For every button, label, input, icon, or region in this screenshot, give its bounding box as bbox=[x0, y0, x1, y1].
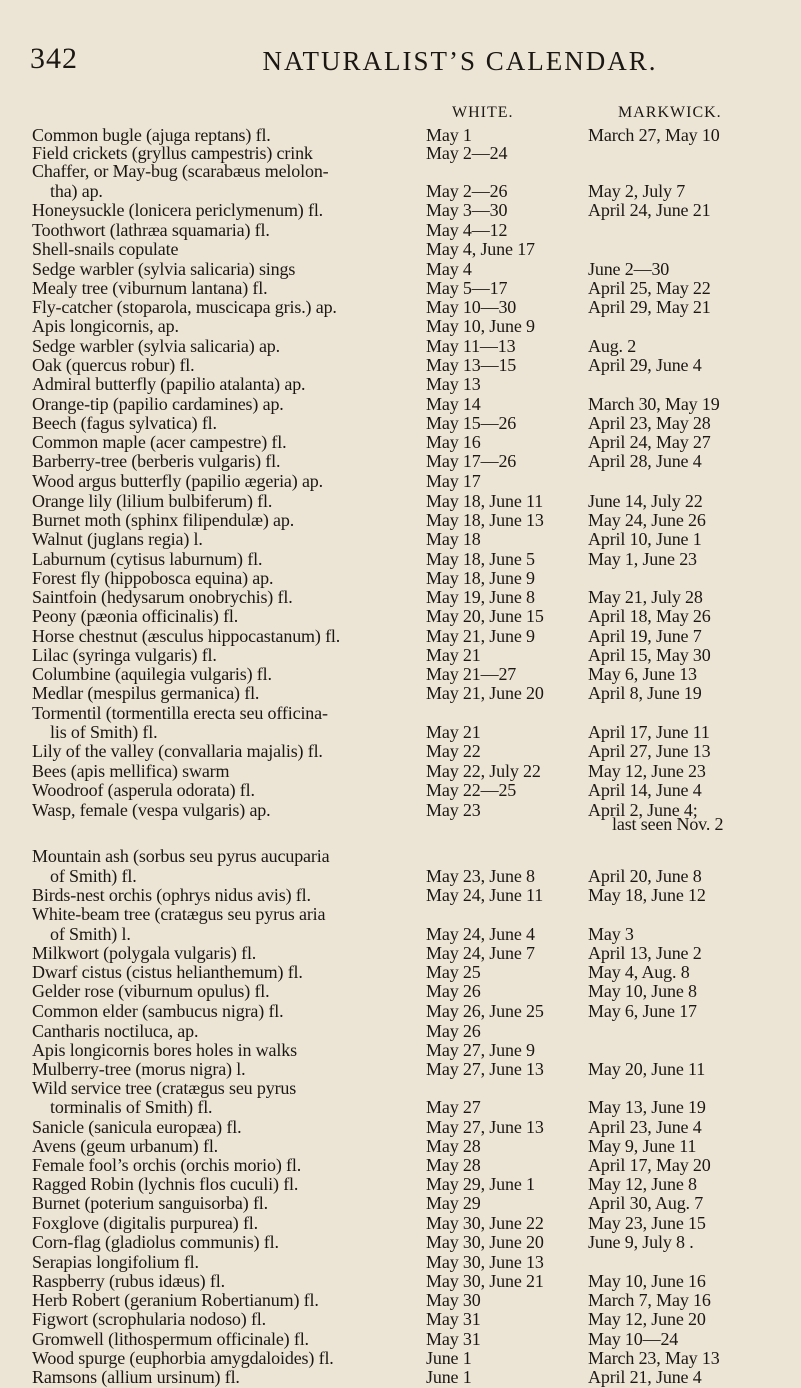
white-date: May 24, June 7 bbox=[426, 943, 535, 963]
calendar-row bbox=[0, 903, 801, 925]
species-entry: Wood argus butterfly (papilio ægeria) ap. bbox=[32, 471, 323, 491]
markwick-date: April 19, June 7 bbox=[588, 626, 702, 646]
species-entry: torminalis of Smith) fl. bbox=[50, 1097, 213, 1117]
species-entry: Female fool’s orchis (orchis morio) fl. bbox=[32, 1155, 302, 1175]
species-entry: Forest fly (hippobosca equina) ap. bbox=[32, 568, 274, 588]
calendar-row bbox=[0, 470, 801, 492]
species-entry: Common elder (sambucus nigra) fl. bbox=[32, 1001, 284, 1021]
white-date: May 4, June 17 bbox=[426, 239, 535, 259]
white-date: May 28 bbox=[426, 1136, 481, 1156]
white-date: May 18, June 11 bbox=[426, 491, 544, 511]
markwick-date: May 20, June 11 bbox=[588, 1059, 706, 1079]
page-number: 342 bbox=[30, 42, 78, 75]
calendar-row bbox=[0, 980, 801, 1002]
species-entry: Columbine (aquilegia vulgaris) fl. bbox=[32, 664, 272, 684]
species-entry: Field crickets (gryllus campestris) crink bbox=[32, 143, 313, 163]
white-date: May 21, June 9 bbox=[426, 626, 535, 646]
species-entry: Beech (fagus sylvatica) fl. bbox=[32, 413, 217, 433]
calendar-row bbox=[0, 1366, 801, 1388]
calendar-row bbox=[0, 315, 801, 337]
markwick-date: Aug. 2 bbox=[588, 336, 637, 356]
markwick-date: March 30, May 19 bbox=[588, 394, 720, 414]
white-date: May 13 bbox=[426, 374, 481, 394]
markwick-date: April 14, June 4 bbox=[588, 780, 702, 800]
species-entry: Sanicle (sanicula europæa) fl. bbox=[32, 1117, 242, 1137]
white-date: May 16 bbox=[426, 432, 481, 452]
species-entry: White-beam tree (cratægus seu pyrus aria bbox=[32, 904, 326, 924]
white-date: May 10—30 bbox=[426, 297, 517, 317]
calendar-row bbox=[0, 199, 801, 221]
species-entry: Chaffer, or May-bug (scarabæus melolon- bbox=[32, 161, 329, 181]
column-header-markwick: MARKWICK. bbox=[618, 104, 722, 121]
running-head: NATURALIST’S CALENDAR. bbox=[262, 46, 658, 76]
species-entry: Birds-nest orchis (ophrys nidus avis) fl. bbox=[32, 885, 311, 905]
calendar-row bbox=[0, 373, 801, 395]
markwick-date: April 24, May 27 bbox=[588, 432, 711, 452]
markwick-date: March 23, May 13 bbox=[588, 1348, 720, 1368]
white-date: May 10, June 9 bbox=[426, 316, 535, 336]
species-entry: Sedge warbler (sylvia salicaria) sings bbox=[32, 259, 296, 279]
species-entry: Common bugle (ajuga reptans) fl. bbox=[32, 125, 271, 145]
white-date: May 15—26 bbox=[426, 413, 517, 433]
species-entry: Fly-catcher (stoparola, muscicapa gris.) ap. bbox=[32, 297, 337, 317]
markwick-date: June 9, July 8 . bbox=[588, 1232, 694, 1252]
markwick-date: May 23, June 15 bbox=[588, 1213, 706, 1233]
markwick-date: May 12, June 23 bbox=[588, 761, 706, 781]
markwick-date: May 10, June 8 bbox=[588, 981, 697, 1001]
species-entry: Medlar (mespilus germanica) fl. bbox=[32, 683, 260, 703]
markwick-date: April 17, June 11 bbox=[588, 722, 710, 742]
white-date: May 27 bbox=[426, 1097, 481, 1117]
white-date: May 17—26 bbox=[426, 451, 517, 471]
white-date: May 22—25 bbox=[426, 780, 517, 800]
markwick-date: May 24, June 26 bbox=[588, 510, 706, 530]
white-date: May 25 bbox=[426, 962, 481, 982]
markwick-date: April 29, May 21 bbox=[588, 297, 711, 317]
species-entry: Milkwort (polygala vulgaris) fl. bbox=[32, 943, 257, 963]
calendar-row bbox=[0, 1096, 801, 1118]
species-entry: Wood spurge (euphorbia amygdaloides) fl. bbox=[32, 1348, 334, 1368]
species-entry: Lily of the valley (convallaria majalis) fl. bbox=[32, 741, 323, 761]
page-header bbox=[0, 0, 801, 80]
white-date: May 26 bbox=[426, 981, 481, 1001]
markwick-date: March 7, May 16 bbox=[588, 1290, 711, 1310]
markwick-date: May 2, July 7 bbox=[588, 181, 686, 201]
species-entry: lis of Smith) fl. bbox=[50, 722, 158, 742]
white-date: May 22, July 22 bbox=[426, 761, 541, 781]
species-entry: Saintfoin (hedysarum onobrychis) fl. bbox=[32, 587, 293, 607]
calendar-row bbox=[0, 528, 801, 550]
white-date: May 31 bbox=[426, 1309, 481, 1329]
markwick-date: May 6, June 13 bbox=[588, 664, 697, 684]
white-date: May 29 bbox=[426, 1193, 481, 1213]
species-entry: Burnet (poterium sanguisorba) fl. bbox=[32, 1193, 268, 1213]
white-date: May 29, June 1 bbox=[426, 1174, 535, 1194]
white-date: May 21 bbox=[426, 645, 481, 665]
species-entry: Apis longicornis bores holes in walks bbox=[32, 1040, 297, 1060]
species-entry: of Smith) fl. bbox=[50, 866, 137, 886]
white-date: May 2—26 bbox=[426, 181, 508, 201]
white-date: May 21, June 20 bbox=[426, 683, 544, 703]
white-date: May 18, June 9 bbox=[426, 568, 535, 588]
white-date: May 4 bbox=[426, 259, 472, 279]
species-entry: Mealy tree (viburnum lantana) fl. bbox=[32, 278, 268, 298]
white-date: May 24, June 11 bbox=[426, 885, 544, 905]
white-date: May 26, June 25 bbox=[426, 1001, 544, 1021]
markwick-date: April 25, May 22 bbox=[588, 278, 711, 298]
markwick-date: last seen Nov. 2 bbox=[612, 814, 724, 834]
markwick-date: April 13, June 2 bbox=[588, 943, 702, 963]
white-date: May 23, June 8 bbox=[426, 866, 535, 886]
species-entry: Oak (quercus robur) fl. bbox=[32, 355, 195, 375]
white-date: May 13—15 bbox=[426, 355, 517, 375]
species-entry: Barberry-tree (berberis vulgaris) fl. bbox=[32, 451, 281, 471]
calendar-row bbox=[0, 1192, 801, 1214]
species-entry: Orange lily (lilium bulbiferum) fl. bbox=[32, 491, 273, 511]
species-entry: Woodroof (asperula odorata) fl. bbox=[32, 780, 255, 800]
markwick-date: June 2—30 bbox=[588, 259, 670, 279]
calendar-row bbox=[0, 740, 801, 762]
species-entry: Raspberry (rubus idæus) fl. bbox=[32, 1271, 225, 1291]
markwick-date: April 23, June 4 bbox=[588, 1117, 702, 1137]
species-entry: Avens (geum urbanum) fl. bbox=[32, 1136, 219, 1156]
calendar-row bbox=[0, 238, 801, 260]
species-entry: Apis longicornis, ap. bbox=[32, 316, 179, 336]
species-entry: Toothwort (lathræa squamaria) fl. bbox=[32, 220, 270, 240]
white-date: May 11—13 bbox=[426, 336, 516, 356]
white-date: May 30 bbox=[426, 1290, 481, 1310]
species-entry: Laburnum (cytisus laburnum) fl. bbox=[32, 549, 263, 569]
species-entry: Walnut (juglans regia) l. bbox=[32, 529, 203, 549]
markwick-date: April 8, June 19 bbox=[588, 683, 702, 703]
markwick-date: May 10, June 16 bbox=[588, 1271, 706, 1291]
white-date: May 24, June 4 bbox=[426, 924, 535, 944]
markwick-date: May 4, Aug. 8 bbox=[588, 962, 690, 982]
markwick-date: April 10, June 1 bbox=[588, 529, 702, 549]
species-entry: Cantharis noctiluca, ap. bbox=[32, 1021, 199, 1041]
species-entry: Wild service tree (cratægus seu pyrus bbox=[32, 1078, 297, 1098]
species-entry: Lilac (syringa vulgaris) fl. bbox=[32, 645, 217, 665]
markwick-date: April 15, May 30 bbox=[588, 645, 711, 665]
species-entry: Serapias longifolium fl. bbox=[32, 1252, 199, 1272]
white-date: June 1 bbox=[426, 1348, 472, 1368]
calendar-row bbox=[0, 779, 801, 801]
species-entry: Gelder rose (viburnum opulus) fl. bbox=[32, 981, 270, 1001]
species-entry: Common maple (acer campestre) fl. bbox=[32, 432, 287, 452]
white-date: May 26 bbox=[426, 1021, 481, 1041]
calendar-row bbox=[0, 1231, 801, 1253]
species-entry: Gromwell (lithospermum officinale) fl. bbox=[32, 1329, 309, 1349]
white-date: May 21 bbox=[426, 722, 481, 742]
markwick-date: April 17, May 20 bbox=[588, 1155, 711, 1175]
markwick-date: May 12, June 20 bbox=[588, 1309, 706, 1329]
species-entry: Sedge warbler (sylvia salicaria) ap. bbox=[32, 336, 280, 356]
white-date: May 17 bbox=[426, 471, 481, 491]
white-date: May 1 bbox=[426, 125, 472, 145]
species-entry: Shell-snails copulate bbox=[32, 239, 179, 259]
calendar-row bbox=[0, 160, 801, 182]
species-entry: Bees (apis mellifica) swarm bbox=[32, 761, 230, 781]
markwick-date: April 2, June 4; bbox=[588, 800, 698, 820]
species-entry: Foxglove (digitalis purpurea) fl. bbox=[32, 1213, 259, 1233]
white-date: May 18, June 13 bbox=[426, 510, 544, 530]
species-entry: Dwarf cistus (cistus helianthemum) fl. bbox=[32, 962, 303, 982]
white-date: May 3—30 bbox=[426, 200, 508, 220]
species-entry: Honeysuckle (lonicera periclymenum) fl. bbox=[32, 200, 324, 220]
white-date: May 14 bbox=[426, 394, 481, 414]
white-date: May 22 bbox=[426, 741, 481, 761]
species-entry: Ragged Robin (lychnis flos cuculi) fl. bbox=[32, 1174, 299, 1194]
species-entry: Ramsons (allium ursinum) fl. bbox=[32, 1367, 240, 1387]
markwick-date: May 9, June 11 bbox=[588, 1136, 697, 1156]
white-date: May 31 bbox=[426, 1329, 481, 1349]
markwick-date: March 27, May 10 bbox=[588, 125, 720, 145]
markwick-date: April 24, June 21 bbox=[588, 200, 711, 220]
markwick-date: May 10—24 bbox=[588, 1329, 679, 1349]
white-date: May 30, June 21 bbox=[426, 1271, 544, 1291]
species-entry: Figwort (scrophularia nodoso) fl. bbox=[32, 1309, 267, 1329]
markwick-date: May 1, June 23 bbox=[588, 549, 697, 569]
species-entry: Orange-tip (papilio cardamines) ap. bbox=[32, 394, 284, 414]
markwick-date: April 23, May 28 bbox=[588, 413, 711, 433]
species-entry: Herb Robert (geranium Robertianum) fl. bbox=[32, 1290, 319, 1310]
species-entry: tha) ap. bbox=[50, 181, 103, 201]
markwick-date: April 21, June 4 bbox=[588, 1367, 702, 1387]
species-entry: of Smith) l. bbox=[50, 924, 131, 944]
species-entry: Horse chestnut (æsculus hippocastanum) fl. bbox=[32, 626, 341, 646]
white-date: May 19, June 8 bbox=[426, 587, 535, 607]
calendar-row bbox=[0, 450, 801, 472]
calendar-row bbox=[0, 682, 801, 704]
white-date: May 21—27 bbox=[426, 664, 517, 684]
calendar-row bbox=[0, 845, 801, 867]
markwick-date: May 12, June 8 bbox=[588, 1174, 697, 1194]
white-date: May 2—24 bbox=[426, 143, 508, 163]
white-date: May 30, June 20 bbox=[426, 1232, 544, 1252]
markwick-date: April 20, June 8 bbox=[588, 866, 702, 886]
white-date: May 5—17 bbox=[426, 278, 508, 298]
white-date: May 4—12 bbox=[426, 220, 508, 240]
column-header-white: WHITE. bbox=[452, 104, 514, 121]
species-entry: Peony (pæonia officinalis) fl. bbox=[32, 606, 239, 626]
white-date: May 30, June 22 bbox=[426, 1213, 544, 1233]
white-date: May 23 bbox=[426, 800, 481, 820]
species-entry: Tormentil (tormentilla erecta seu officina- bbox=[32, 703, 328, 723]
white-date: May 20, June 15 bbox=[426, 606, 544, 626]
calendar-row bbox=[0, 1308, 801, 1330]
species-entry: Burnet moth (sphinx filipendulæ) ap. bbox=[32, 510, 295, 530]
white-date: June 1 bbox=[426, 1367, 472, 1387]
species-entry: Mulberry-tree (morus nigra) l. bbox=[32, 1059, 246, 1079]
markwick-date: April 27, June 13 bbox=[588, 741, 711, 761]
markwick-date: May 6, June 17 bbox=[588, 1001, 697, 1021]
calendar-row bbox=[0, 1000, 801, 1022]
markwick-date: June 14, July 22 bbox=[588, 491, 703, 511]
markwick-date: May 13, June 19 bbox=[588, 1097, 706, 1117]
species-entry: Corn-flag (gladiolus communis) fl. bbox=[32, 1232, 279, 1252]
white-date: May 18 bbox=[426, 529, 481, 549]
white-date: May 27, June 9 bbox=[426, 1040, 535, 1060]
species-entry: Wasp, female (vespa vulgaris) ap. bbox=[32, 800, 271, 820]
calendar-row bbox=[0, 813, 801, 835]
markwick-date: May 21, July 28 bbox=[588, 587, 703, 607]
markwick-date: April 30, Aug. 7 bbox=[588, 1193, 704, 1213]
species-entry: Mountain ash (sorbus seu pyrus aucuparia bbox=[32, 846, 330, 866]
white-date: May 18, June 5 bbox=[426, 549, 535, 569]
markwick-date: April 29, June 4 bbox=[588, 355, 702, 375]
calendar-row bbox=[0, 605, 801, 627]
white-date: May 27, June 13 bbox=[426, 1059, 544, 1079]
species-entry: Admiral butterfly (papilio atalanta) ap. bbox=[32, 374, 306, 394]
markwick-date: April 28, June 4 bbox=[588, 451, 702, 471]
markwick-date: May 3 bbox=[588, 924, 634, 944]
markwick-date: May 18, June 12 bbox=[588, 885, 706, 905]
markwick-date: April 18, May 26 bbox=[588, 606, 711, 626]
white-date: May 27, June 13 bbox=[426, 1117, 544, 1137]
white-date: May 28 bbox=[426, 1155, 481, 1175]
white-date: May 30, June 13 bbox=[426, 1252, 544, 1272]
